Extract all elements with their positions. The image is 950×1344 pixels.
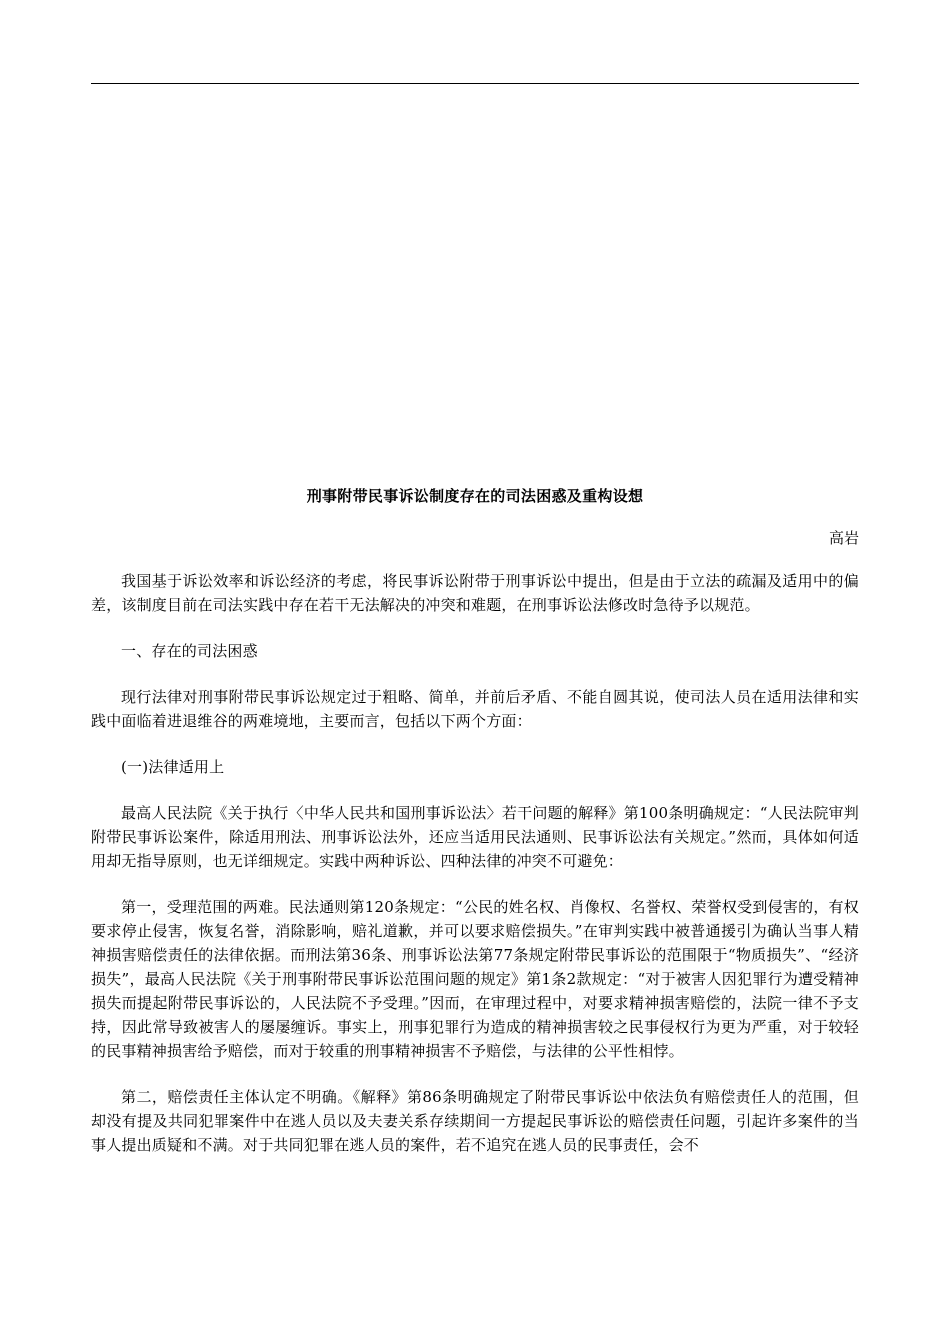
paragraph: 最高人民法院《关于执行〈中华人民共和国刑事诉讼法〉若干问题的解释》第100条明确规定：“人民法院审判附带民事诉讼案件，除适用刑法、刑事诉讼法外，还应当适用民法通则、民事诉讼法有关规定。”然而，具体如何适用却无指导原则，也无详细规定。实践中两种诉讼、四种法律的冲突不可避免： (91, 804, 859, 870)
author-name: 高岩 (828, 529, 859, 547)
document-title: 刑事附带民事诉讼制度存在的司法困惑及重构设想 (306, 487, 644, 505)
document-body (91, 484, 859, 1157)
paragraph: 第二，赔偿责任主体认定不明确。《解释》第86条明确规定了附带民事诉讼中依法负有赔偿责任人的范围，但却没有提及共同犯罪案件中在逃人员以及夫妻关系存续期间一方提起民事诉讼的赔偿责任问题，引起许多案件的当事人提出质疑和不满。对于共同犯罪在逃人员的案件，若不追究在逃人员的民事责任，会不 (91, 1088, 859, 1154)
paragraph-intro: 我国基于诉讼效率和诉讼经济的考虑，将民事诉讼附带于刑事诉讼中提出，但是由于立法的疏漏及适用中的偏差，该制度目前在司法实践中存在若干无法解决的冲突和难题，在刑事诉讼法修改时急待予以规范。 (91, 572, 859, 614)
header-divider (91, 83, 859, 84)
section-heading: 一、存在的司法困惑 (121, 642, 258, 660)
subsection-heading: (一)法律适用上 (121, 758, 225, 776)
paragraph: 第一，受理范围的两难。民法通则第120条规定：“公民的姓名权、肖像权、名誉权、荣誉权受到侵害的，有权要求停止侵害，恢复名誉，消除影响，赔礼道歉，并可以要求赔偿损失。”在审判实践中被普通援引为确认当事人精神损害赔偿责任的法律依据。而刑法第36条、刑事诉讼法第77条规定附带民事诉讼的范围限于“物质损失”、“经济损失”，最高人民法院《关于刑事附带民事诉讼范围问题的规定》第1条2款规定：“对于被害人因犯罪行为遭受精神损失而提起附带民事诉讼的，人民法院不予受理。”因而，在审理过程中，对要求精神损害赔偿的，法院一律不予支持，因此常导致被害人的屡屡缠诉。事实上，刑事犯罪行为造成的精神损害较之民事侵权行为更为严重，对于较轻的民事精神损害给予赔偿，而对于较重的刑事精神损害不予赔偿，与法律的公平性相悖。 (91, 898, 859, 1060)
paragraph: 现行法律对刑事附带民事诉讼规定过于粗略、简单，并前后矛盾、不能自圆其说，使司法人员在适用法律和实践中面临着进退维谷的两难境地，主要而言，包括以下两个方面： (91, 688, 859, 730)
